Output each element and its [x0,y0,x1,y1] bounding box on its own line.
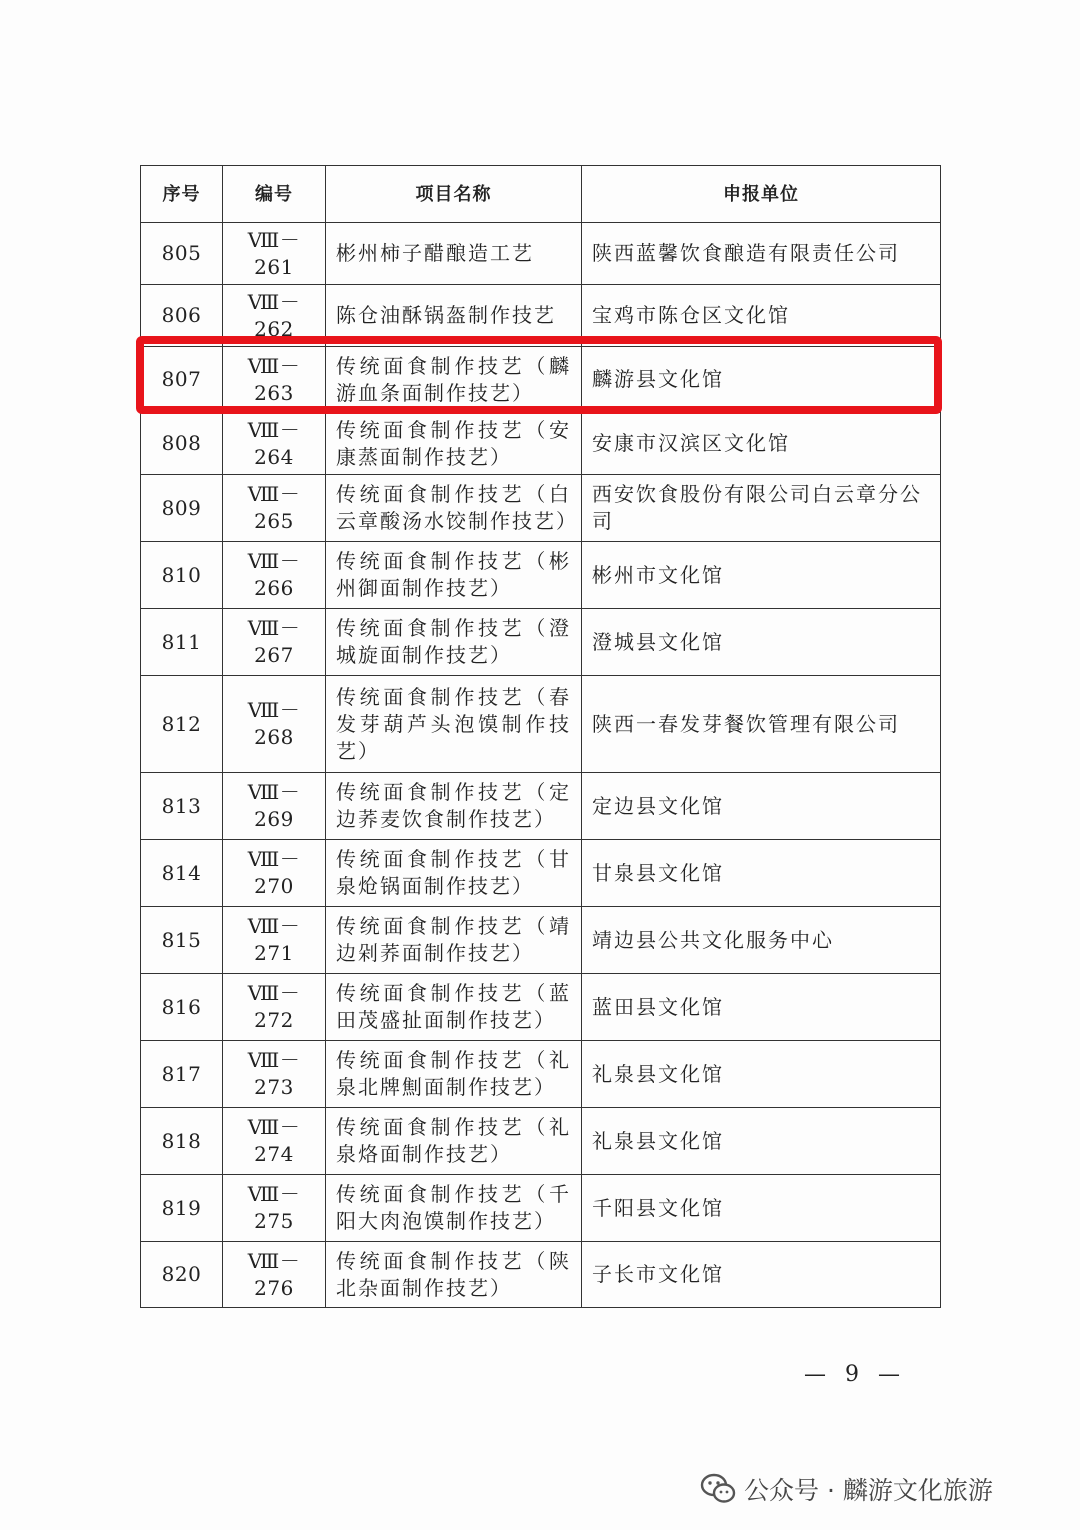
cell-code: Ⅷ－268 [223,676,326,773]
table-row [141,609,941,676]
cell-code: Ⅷ－267 [223,609,326,676]
cell-serial-number: 818 [141,1108,223,1175]
cell-applicant-unit: 甘泉县文化馆 [582,840,941,907]
table-row [141,676,941,773]
cell-project-name: 传统面食制作技艺（定边荞麦饮食制作技艺） [326,773,582,840]
header-code: 编号 [223,166,326,223]
cell-project-name: 陈仓油酥锅盔制作技艺 [326,285,582,347]
watermark-text: 公众号 · 麟游文化旅游 [744,1476,993,1505]
cell-applicant-unit: 西安饮食股份有限公司白云章分公司 [582,475,941,542]
cell-project-name: 传统面食制作技艺（靖边剁荞面制作技艺） [326,907,582,974]
cell-applicant-unit: 定边县文化馆 [582,773,941,840]
watermark [700,1472,993,1506]
cell-applicant-unit: 麟游县文化馆 [582,347,941,413]
table-row [141,1041,941,1108]
cell-project-name: 传统面食制作技艺（礼泉烙面制作技艺） [326,1108,582,1175]
cell-project-name: 传统面食制作技艺（甘泉炝锅面制作技艺） [326,840,582,907]
table-row [141,840,941,907]
cell-applicant-unit: 靖边县公共文化服务中心 [582,907,941,974]
cell-code: Ⅷ－276 [223,1242,326,1308]
cell-project-name: 传统面食制作技艺（春发芽葫芦头泡馍制作技艺） [326,676,582,773]
cell-serial-number: 806 [141,285,223,347]
cell-serial-number: 817 [141,1041,223,1108]
cell-applicant-unit: 子长市文化馆 [582,1242,941,1308]
cell-applicant-unit: 陕西一春发芽餐饮管理有限公司 [582,676,941,773]
cell-serial-number: 812 [141,676,223,773]
table-row [141,1242,941,1308]
cell-code: Ⅷ－270 [223,840,326,907]
cell-project-name: 传统面食制作技艺（麟游血条面制作技艺） [326,347,582,413]
cell-code: Ⅷ－261 [223,223,326,285]
table-row [141,475,941,542]
table-row [141,1108,941,1175]
table-row [141,974,941,1041]
table-row [141,223,941,285]
cell-project-name: 传统面食制作技艺（澄城旋面制作技艺） [326,609,582,676]
cell-applicant-unit: 彬州市文化馆 [582,542,941,609]
cell-applicant-unit: 蓝田县文化馆 [582,974,941,1041]
cell-code: Ⅷ－275 [223,1175,326,1242]
cell-code: Ⅷ－266 [223,542,326,609]
cell-applicant-unit: 千阳县文化馆 [582,1175,941,1242]
cell-serial-number: 820 [141,1242,223,1308]
header-serial-number: 序号 [141,166,223,223]
cell-serial-number: 808 [141,413,223,475]
cell-project-name: 传统面食制作技艺（白云章酸汤水饺制作技艺） [326,475,582,542]
cell-serial-number: 815 [141,907,223,974]
table-row [141,907,941,974]
cell-serial-number: 814 [141,840,223,907]
cell-applicant-unit: 安康市汉滨区文化馆 [582,413,941,475]
cell-applicant-unit: 澄城县文化馆 [582,609,941,676]
highlight-box [136,336,942,414]
cell-project-name: 传统面食制作技艺（礼泉北牌劁面制作技艺） [326,1041,582,1108]
cell-project-name: 传统面食制作技艺（陕北杂面制作技艺） [326,1242,582,1308]
cell-serial-number: 816 [141,974,223,1041]
cell-serial-number: 819 [141,1175,223,1242]
cell-serial-number: 807 [141,347,223,413]
cell-code: Ⅷ－271 [223,907,326,974]
table-row [141,1175,941,1242]
table-row [141,413,941,475]
table-row [141,542,941,609]
cell-code: Ⅷ－273 [223,1041,326,1108]
cell-project-name: 传统面食制作技艺（千阳大肉泡馍制作技艺） [326,1175,582,1242]
cell-project-name: 传统面食制作技艺（彬州御面制作技艺） [326,542,582,609]
header-applicant-unit: 申报单位 [582,166,941,223]
cell-project-name: 传统面食制作技艺（蓝田茂盛扯面制作技艺） [326,974,582,1041]
table-row [141,773,941,840]
cell-applicant-unit: 陕西蓝馨饮食酿造有限责任公司 [582,223,941,285]
wechat-icon [700,1472,736,1506]
cell-code: Ⅷ－274 [223,1108,326,1175]
cell-applicant-unit: 礼泉县文化馆 [582,1041,941,1108]
cell-serial-number: 811 [141,609,223,676]
cell-serial-number: 810 [141,542,223,609]
cell-project-name: 彬州柿子醋酿造工艺 [326,223,582,285]
cell-code: Ⅷ－263 [223,347,326,413]
cell-applicant-unit: 宝鸡市陈仓区文化馆 [582,285,941,347]
cell-code: Ⅷ－272 [223,974,326,1041]
cell-serial-number: 805 [141,223,223,285]
cell-project-name: 传统面食制作技艺（安康蒸面制作技艺） [326,413,582,475]
page-number: — 9 — [804,1362,906,1387]
cell-serial-number: 809 [141,475,223,542]
cell-code: Ⅷ－269 [223,773,326,840]
cell-code: Ⅷ－262 [223,285,326,347]
header-project-name: 项目名称 [326,166,582,223]
cell-serial-number: 813 [141,773,223,840]
cell-code: Ⅷ－265 [223,475,326,542]
table-header-row [141,166,941,223]
cell-applicant-unit: 礼泉县文化馆 [582,1108,941,1175]
cell-code: Ⅷ－264 [223,413,326,475]
